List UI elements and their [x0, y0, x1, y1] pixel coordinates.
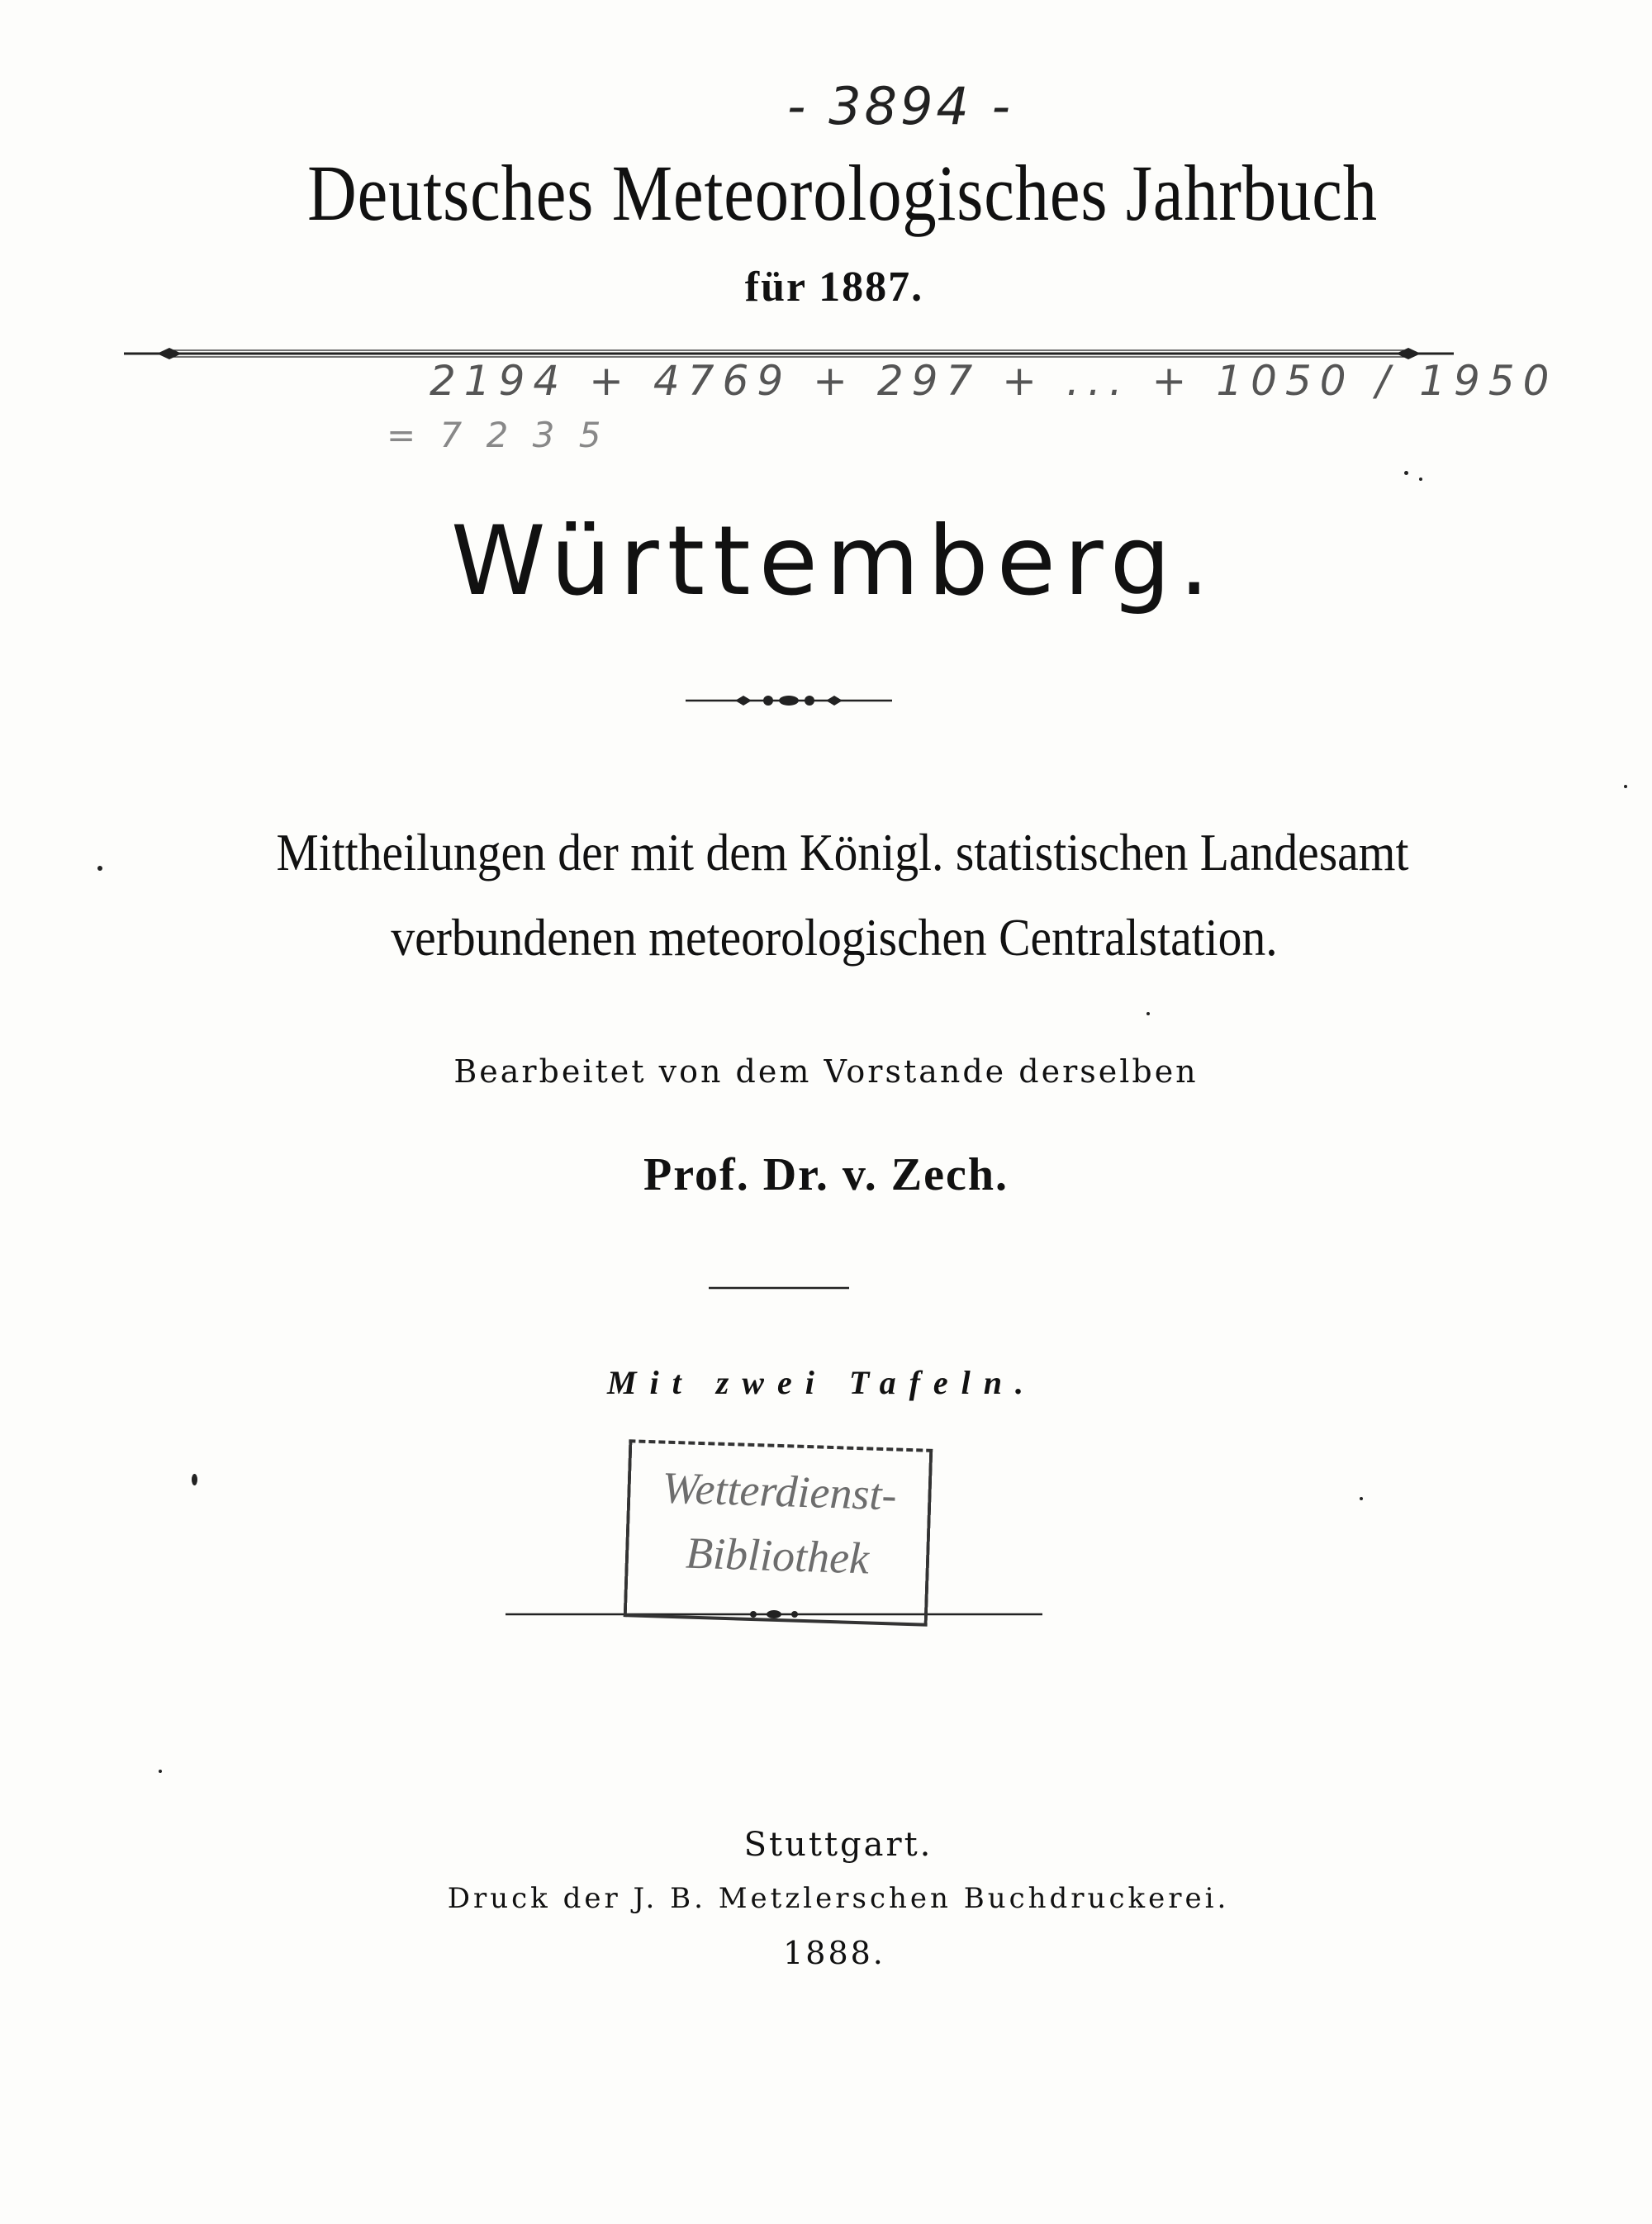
handwritten-calculation-extra: = 7 2 3 5: [387, 415, 608, 455]
main-title: Württemberg.: [450, 506, 1218, 617]
library-stamp: [624, 1439, 933, 1626]
editor-line: Bearbeitet von dem Vorstande derselben: [453, 1053, 1199, 1090]
stamp-line-2: Bibliothek: [685, 1528, 870, 1584]
handwritten-calculation: 2194 + 4769 + 297 + ... + 1050 / 1950: [430, 357, 1558, 405]
scan-speck: [1146, 1012, 1150, 1015]
scan-speck: [1624, 785, 1627, 788]
scan-speck: [1419, 478, 1422, 481]
plates-note: Mit zwei Tafeln.: [606, 1364, 1037, 1401]
subtitle-line-2: verbundenen meteorologischen Centralstation.: [391, 908, 1278, 967]
imprint-place: Stuttgart.: [743, 1826, 933, 1864]
scan-speck: [159, 1770, 162, 1773]
scan-speck: [1404, 471, 1408, 475]
series-title: Deutsches Meteorologisches Jahrbuch: [307, 149, 1378, 237]
imprint-printer: Druck der J. B. Metzlerschen Buchdruckerei.: [447, 1882, 1230, 1915]
ornament-divider: [686, 692, 892, 709]
subtitle-line-1: Mittheilungen der mit dem Königl. statistischen Landesamt: [276, 823, 1409, 882]
scan-speck: [1360, 1497, 1363, 1500]
scan-speck: [97, 866, 102, 871]
short-rule: [709, 1285, 849, 1291]
imprint-year: 1888.: [783, 1935, 885, 1971]
editor-name: Prof. Dr. v. Zech.: [643, 1149, 1009, 1200]
series-year: für 1887.: [744, 264, 924, 311]
stamp-line-1: Wetterdienst-: [661, 1462, 898, 1520]
shelfmark-handwritten: - 3894 -: [787, 76, 1014, 136]
scan-speck: [192, 1474, 197, 1485]
